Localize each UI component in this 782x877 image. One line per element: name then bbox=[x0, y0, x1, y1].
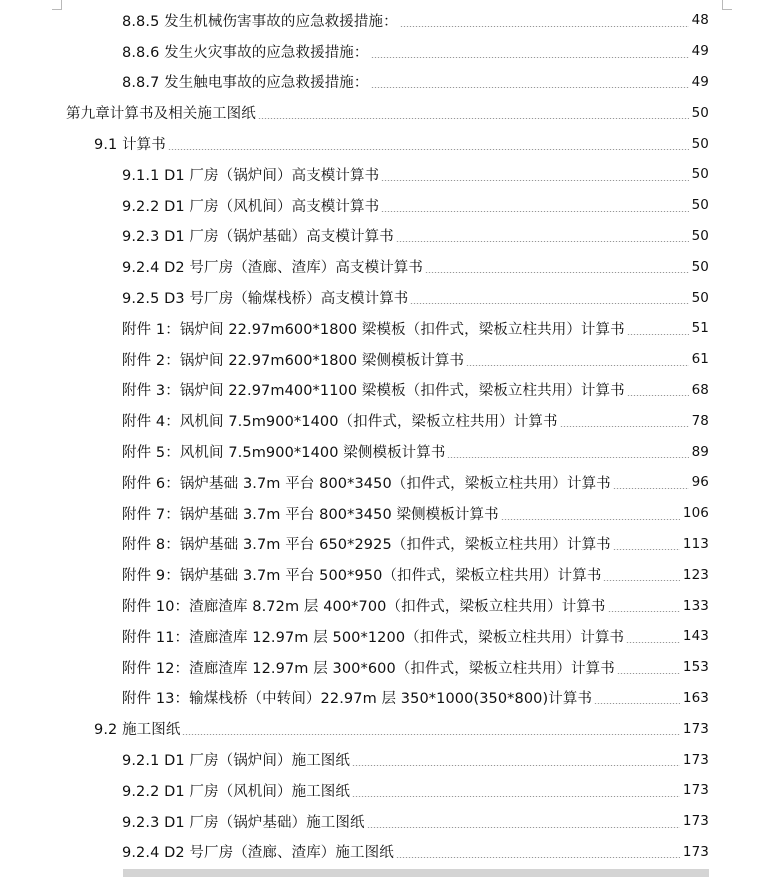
toc-entry-title[interactable]: 9.1.1 D1 厂房（锅炉间）高支模计算书 bbox=[122, 167, 380, 184]
toc-dot-leader bbox=[182, 734, 679, 735]
toc-entry-title[interactable]: 附件 1：锅炉间 22.97m600*1800 梁模板（扣件式，梁板立柱共用）计算书 bbox=[122, 321, 625, 338]
toc-entry-title[interactable]: 8.8.5 发生机械伤害事故的应急救援措施： bbox=[122, 13, 398, 30]
toc-entry[interactable] bbox=[0, 128, 782, 159]
toc-dot-leader bbox=[594, 703, 680, 704]
toc-entry-page-number: 173 bbox=[682, 782, 709, 799]
toc-dot-leader bbox=[447, 457, 688, 458]
toc-entry-title[interactable]: 附件 9：锅炉基础 3.7m 平台 500*950（扣件式，梁板立柱共用）计算书 bbox=[122, 568, 602, 585]
toc-entry-title[interactable]: 附件 7：锅炉基础 3.7m 平台 800*3450 梁侧模板计算书 bbox=[122, 506, 499, 523]
toc-entry-title[interactable]: 第九章计算书及相关施工图纸 bbox=[66, 106, 256, 123]
toc-entry-page-number: 50 bbox=[691, 104, 709, 121]
toc-dot-leader bbox=[396, 857, 680, 858]
toc-entry-page-number: 89 bbox=[691, 443, 709, 460]
toc-dot-leader bbox=[258, 118, 689, 119]
toc-entry[interactable] bbox=[0, 251, 782, 282]
toc-entry[interactable] bbox=[0, 36, 782, 67]
toc-entry[interactable] bbox=[0, 67, 782, 98]
toc-entry[interactable] bbox=[0, 375, 782, 406]
toc-entry-page-number: 96 bbox=[691, 474, 709, 491]
toc-entry-title[interactable]: 9.2.2 D1 厂房（风机间）高支模计算书 bbox=[122, 198, 380, 215]
toc-entry[interactable] bbox=[0, 744, 782, 775]
toc-entry-page-number: 153 bbox=[682, 659, 709, 676]
toc-entry-page-number: 50 bbox=[691, 227, 709, 244]
toc-dot-leader bbox=[410, 303, 688, 304]
toc-dot-leader bbox=[608, 611, 680, 612]
toc-dot-leader bbox=[168, 149, 689, 150]
toc-entry-title[interactable]: 附件 6：锅炉基础 3.7m 平台 800*3450（扣件式，梁板立柱共用）计算书 bbox=[122, 475, 611, 492]
toc-entry-page-number: 123 bbox=[682, 566, 709, 583]
toc-entry-page-number: 50 bbox=[691, 166, 709, 183]
toc-entry-title[interactable]: 附件 4：风机间 7.5m900*1400（扣件式，梁板立柱共用）计算书 bbox=[122, 414, 558, 431]
toc-entry[interactable] bbox=[0, 590, 782, 621]
toc-dot-leader bbox=[381, 180, 688, 181]
toc-dot-leader bbox=[617, 673, 680, 674]
toc-entry-title[interactable]: 9.2.3 D1 厂房（锅炉基础）施工图纸 bbox=[122, 814, 365, 831]
toc-entry[interactable] bbox=[0, 806, 782, 837]
toc-dot-leader bbox=[501, 519, 680, 520]
toc-entry-title[interactable]: 附件 11：渣廊渣库 12.97m 层 500*1200（扣件式，梁板立柱共用）计算书 bbox=[122, 629, 625, 646]
toc-dot-leader bbox=[626, 642, 680, 643]
toc-entry-title[interactable]: 9.2.2 D1 厂房（风机间）施工图纸 bbox=[122, 783, 351, 800]
toc-entry-title[interactable]: 9.2 施工图纸 bbox=[94, 722, 181, 739]
toc-entry-title[interactable]: 附件 13：输煤栈桥（中转间）22.97m 层 350*1000(350*800)计算书 bbox=[122, 691, 593, 708]
toc-dot-leader bbox=[613, 488, 689, 489]
toc-entry-page-number: 173 bbox=[682, 843, 709, 860]
toc-entry[interactable] bbox=[0, 344, 782, 375]
toc-dot-leader bbox=[371, 87, 689, 88]
toc-entry-title[interactable]: 8.8.7 发生触电事故的应急救援措施： bbox=[122, 75, 369, 92]
toc-entry-page-number: 49 bbox=[691, 73, 709, 90]
toc-entry-page-number: 48 bbox=[691, 12, 709, 29]
toc-entry-title[interactable]: 8.8.6 发生火灾事故的应急救援措施： bbox=[122, 44, 369, 61]
partially-visible-toc-entry bbox=[123, 869, 709, 877]
toc-dot-leader bbox=[627, 395, 689, 396]
toc-entry-page-number: 163 bbox=[682, 689, 709, 706]
toc-entry-page-number: 50 bbox=[691, 289, 709, 306]
toc-dot-leader bbox=[400, 26, 689, 27]
toc-dot-leader bbox=[627, 334, 689, 335]
toc-dot-leader bbox=[560, 426, 689, 427]
toc-entry[interactable] bbox=[0, 97, 782, 128]
toc-dot-leader bbox=[425, 272, 689, 273]
toc-entry-page-number: 49 bbox=[691, 43, 709, 60]
toc-dot-leader bbox=[367, 827, 680, 828]
toc-entry-page-number: 173 bbox=[682, 813, 709, 830]
toc-entry[interactable] bbox=[0, 159, 782, 190]
toc-entry-page-number: 106 bbox=[682, 505, 709, 522]
toc-entry-page-number: 51 bbox=[691, 320, 709, 337]
toc-entry-title[interactable]: 9.1 计算书 bbox=[94, 137, 166, 154]
toc-entry[interactable] bbox=[0, 313, 782, 344]
toc-entry-title[interactable]: 附件 3：锅炉间 22.97m400*1100 梁模板（扣件式，梁板立柱共用）计算书 bbox=[122, 383, 625, 400]
toc-entry-title[interactable]: 附件 8：锅炉基础 3.7m 平台 650*2925（扣件式，梁板立柱共用）计算书 bbox=[122, 537, 611, 554]
toc-entry-page-number: 173 bbox=[682, 751, 709, 768]
toc-entry-title[interactable]: 9.2.1 D1 厂房（锅炉间）施工图纸 bbox=[122, 753, 351, 770]
toc-dot-leader bbox=[352, 765, 680, 766]
toc-entry-title[interactable]: 附件 2：锅炉间 22.97m600*1800 梁侧模板计算书 bbox=[122, 352, 465, 369]
toc-dot-leader bbox=[381, 211, 688, 212]
toc-entry-page-number: 173 bbox=[682, 720, 709, 737]
toc-entry[interactable] bbox=[0, 837, 782, 868]
toc-entry[interactable] bbox=[0, 221, 782, 252]
toc-entry[interactable] bbox=[0, 713, 782, 744]
toc-entry[interactable] bbox=[0, 467, 782, 498]
toc-entry[interactable] bbox=[0, 190, 782, 221]
toc-entry[interactable] bbox=[0, 405, 782, 436]
toc-entry-page-number: 133 bbox=[682, 597, 709, 614]
toc-entry-page-number: 68 bbox=[691, 381, 709, 398]
toc-entry[interactable] bbox=[0, 498, 782, 529]
toc-entry-page-number: 50 bbox=[691, 197, 709, 214]
toc-entry-title[interactable]: 9.2.3 D1 厂房（锅炉基础）高支模计算书 bbox=[122, 229, 394, 246]
toc-entry[interactable] bbox=[0, 5, 782, 36]
toc-entry-title[interactable]: 附件 10：渣廊渣库 8.72m 层 400*700（扣件式，梁板立柱共用）计算书 bbox=[122, 599, 606, 616]
toc-entry-page-number: 143 bbox=[682, 628, 709, 645]
toc-entry[interactable] bbox=[0, 621, 782, 652]
toc-entry-page-number: 61 bbox=[691, 351, 709, 368]
table-of-contents bbox=[0, 5, 782, 867]
toc-dot-leader bbox=[352, 796, 680, 797]
toc-entry-page-number: 113 bbox=[682, 535, 709, 552]
toc-entry-title[interactable]: 附件 12：渣廊渣库 12.97m 层 300*600（扣件式，梁板立柱共用）计算书 bbox=[122, 660, 615, 677]
toc-entry[interactable] bbox=[0, 282, 782, 313]
toc-entry[interactable] bbox=[0, 652, 782, 683]
toc-entry[interactable] bbox=[0, 683, 782, 714]
toc-dot-leader bbox=[603, 580, 679, 581]
toc-entry[interactable] bbox=[0, 529, 782, 560]
toc-entry-page-number: 50 bbox=[691, 135, 709, 152]
toc-entry-title[interactable]: 9.2.5 D3 号厂房（输煤栈桥）高支模计算书 bbox=[122, 291, 409, 308]
toc-entry-title[interactable]: 9.2.4 D2 号厂房（渣廊、渣库）高支模计算书 bbox=[122, 260, 424, 277]
toc-entry[interactable] bbox=[0, 436, 782, 467]
toc-entry-page-number: 50 bbox=[691, 258, 709, 275]
toc-dot-leader bbox=[396, 241, 689, 242]
toc-dot-leader bbox=[613, 549, 680, 550]
toc-entry-page-number: 78 bbox=[691, 412, 709, 429]
toc-entry-title[interactable]: 附件 5：风机间 7.5m900*1400 梁侧模板计算书 bbox=[122, 445, 446, 462]
toc-entry[interactable] bbox=[0, 775, 782, 806]
toc-dot-leader bbox=[371, 57, 689, 58]
toc-dot-leader bbox=[466, 365, 688, 366]
toc-entry-title[interactable]: 9.2.4 D2 号厂房（渣廊、渣库）施工图纸 bbox=[122, 845, 394, 862]
toc-entry[interactable] bbox=[0, 559, 782, 590]
